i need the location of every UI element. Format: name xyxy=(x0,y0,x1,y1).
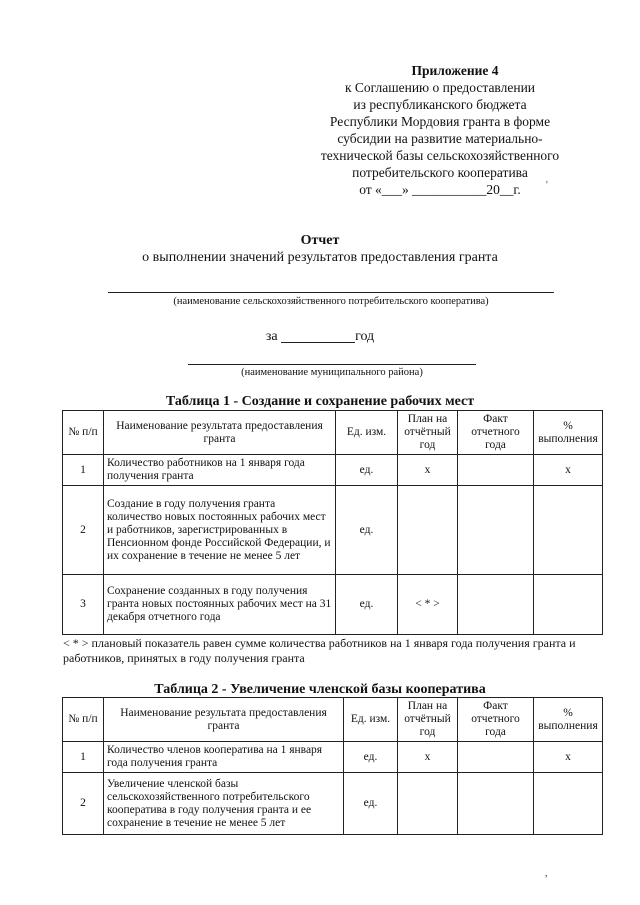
appendix-line: потребительского кооператива xyxy=(352,165,528,180)
cell-name: Увеличение членской базы сельскохозяйственного потребительского кооператива в году получения гранта и ее сохранение в течение не менее 5 лет xyxy=(104,773,344,835)
appendix-line: технической базы сельскохозяйственного xyxy=(320,148,560,163)
cell-name: Количество работников на 1 января года получения гранта xyxy=(104,455,336,486)
table1 xyxy=(62,410,603,635)
cell-name: Количество членов кооператива на 1 января года получения гранта xyxy=(104,742,344,773)
header-unit: Ед. изм. xyxy=(344,698,398,742)
report-subtitle: о выполнении значений результатов предоставления гранта xyxy=(142,250,498,265)
table2-header-row xyxy=(63,698,603,742)
table-row xyxy=(63,455,603,486)
table-row xyxy=(63,742,603,773)
cell-unit: ед. xyxy=(336,455,398,486)
header-num: № п/п xyxy=(63,698,104,742)
table1-footnote: < * > плановый показатель равен сумме количества работников на 1 января года получения гранта и работников, принятых в году получения гранта xyxy=(63,636,576,665)
cell-fact xyxy=(458,486,534,575)
cell-unit: ед. xyxy=(344,773,398,835)
appendix-line: субсидии на развитие материально- xyxy=(337,131,543,146)
report-title: Отчет xyxy=(300,233,340,248)
cell-name: Сохранение созданных в году получения гранта новых постоянных рабочих мест на 31 декабря отчетного года xyxy=(104,575,336,635)
cell-pct xyxy=(534,575,603,635)
cell-unit: ед. xyxy=(336,486,398,575)
table-row xyxy=(63,773,603,835)
cell-pct xyxy=(534,486,603,575)
coop-name-line xyxy=(108,292,554,293)
header-plan: План на отчётный год xyxy=(398,411,458,455)
year-suffix: год xyxy=(355,329,375,344)
scan-speck: , xyxy=(545,868,548,879)
cell-fact xyxy=(458,742,534,773)
header-fact: Факт отчетного года xyxy=(458,411,534,455)
table1-title: Таблица 1 - Создание и сохранение рабочих мест xyxy=(165,394,475,409)
appendix-header xyxy=(280,62,600,198)
cell-pct xyxy=(534,773,603,835)
coop-name-caption: (наименование сельскохозяйственного потребительского кооператива) xyxy=(173,296,489,307)
cell-num: 3 xyxy=(63,575,104,635)
cell-fact xyxy=(458,455,534,486)
cell-num: 1 xyxy=(63,742,104,773)
cell-num: 2 xyxy=(63,486,104,575)
cell-name: Создание в году получения гранта количество новых постоянных рабочих мест и работников, зарегистрированных в Пенсионном фонде Российской Федерации, и их сохранение в течение не менее 5 лет xyxy=(104,486,336,575)
appendix-title: Приложение 4 xyxy=(411,63,499,78)
header-unit: Ед. изм. xyxy=(336,411,398,455)
table2-title: Таблица 2 - Увеличение членской базы кооператива xyxy=(154,682,486,697)
cell-plan: < * > xyxy=(398,575,458,635)
cell-unit: ед. xyxy=(344,742,398,773)
header-name: Наименование результата предоставления гранта xyxy=(104,411,336,455)
header-name: Наименование результата предоставления гранта xyxy=(104,698,344,742)
appendix-line: из республиканского бюджета xyxy=(353,97,527,112)
cell-num: 2 xyxy=(63,773,104,835)
report-year-line xyxy=(0,328,640,345)
cell-fact xyxy=(458,575,534,635)
table-row xyxy=(63,575,603,635)
cell-pct: х xyxy=(534,742,603,773)
district-name-caption: (наименование муниципального района) xyxy=(241,367,423,378)
year-prefix: за xyxy=(265,329,278,344)
cell-pct: х xyxy=(534,455,603,486)
table-row xyxy=(63,486,603,575)
cell-plan xyxy=(398,773,458,835)
cell-plan: х xyxy=(398,742,458,773)
cell-unit: ед. xyxy=(336,575,398,635)
appendix-line: к Соглашению о предоставлении xyxy=(344,80,536,95)
cell-plan xyxy=(398,486,458,575)
header-plan: План на отчётный год xyxy=(398,698,458,742)
header-pct: % выполнения xyxy=(534,698,603,742)
district-name-line xyxy=(188,364,476,365)
scan-speck: ' xyxy=(546,180,548,191)
cell-plan: х xyxy=(398,455,458,486)
header-num: № п/п xyxy=(63,411,104,455)
cell-fact xyxy=(458,773,534,835)
table2 xyxy=(62,697,603,835)
table1-header-row xyxy=(63,411,603,455)
year-blank xyxy=(281,328,355,343)
header-pct: % выполнения xyxy=(534,411,603,455)
header-fact: Факт отчетного года xyxy=(458,698,534,742)
appendix-line: Республики Мордовия гранта в форме xyxy=(329,114,551,129)
appendix-date-line: от «___» ___________20__г. xyxy=(359,182,521,197)
cell-num: 1 xyxy=(63,455,104,486)
